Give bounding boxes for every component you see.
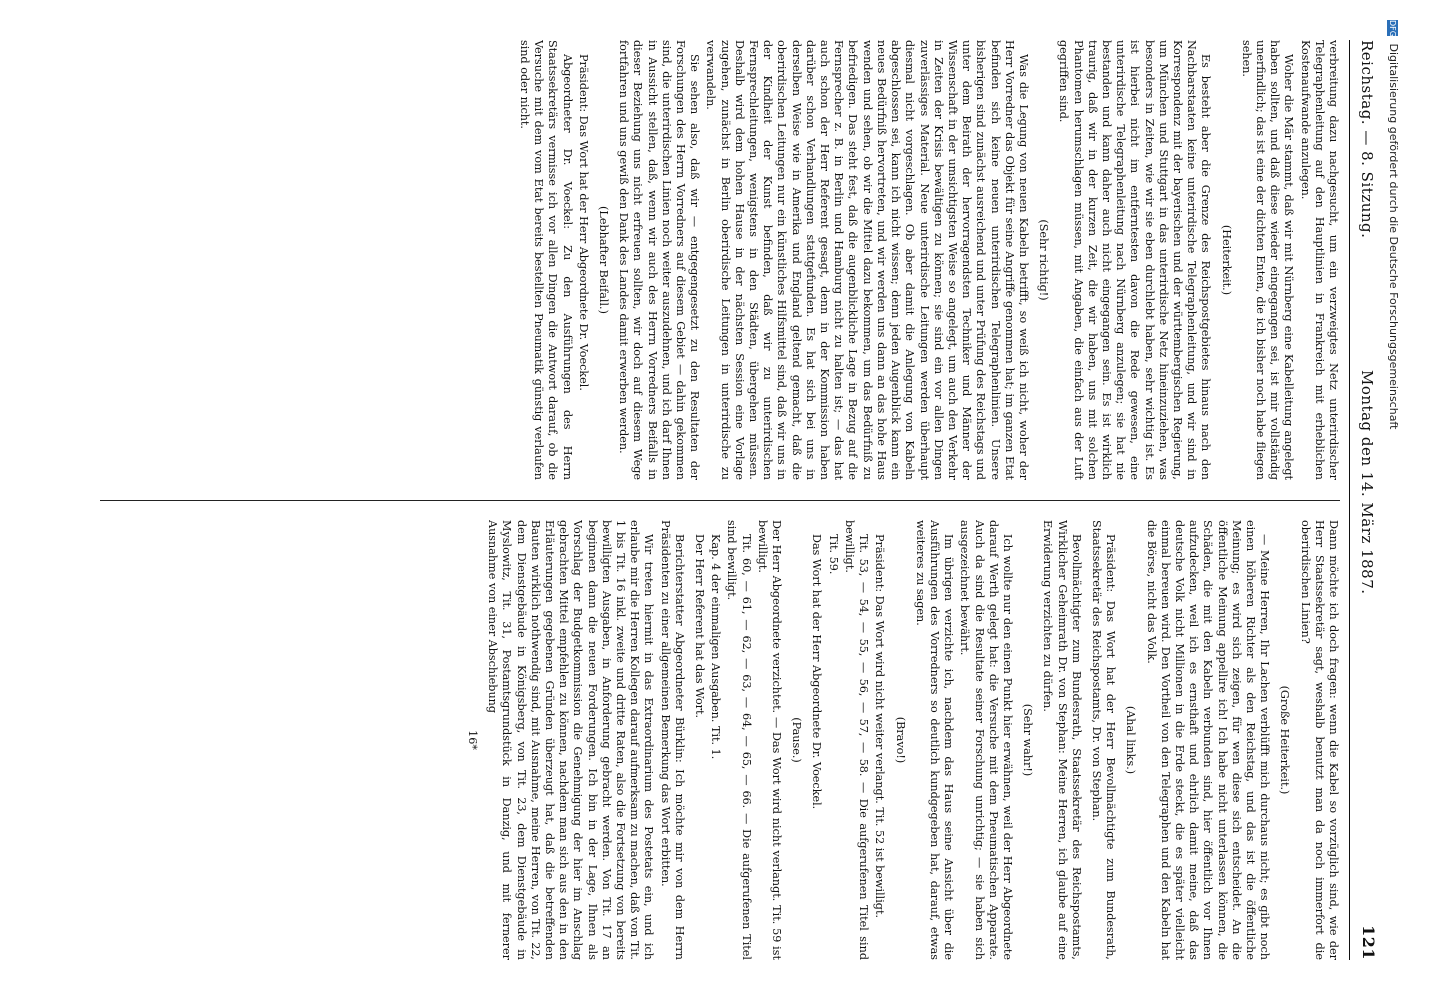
paragraph: Abgeordneter Dr. Voeckel: Zu den Ausführungen des Herrn Staatssekretärs vermisse ich vor allen Dingen die Antwort darauf, ob die Versuche mit dem vom Etat bereits bestellten Pneumatik günstig verlaufen sind oder nicht.	[518, 40, 574, 480]
column-divider	[100, 500, 1340, 501]
paragraph: Im übrigen verzichte ich, nachdem das Haus seine Ansicht über die Ausführungen des Vorredners so deutlich kundgegeben hat, darauf, etwas weiteres zu sagen.	[913, 520, 956, 960]
paragraph: Es besteht aber die Grenze des Reichspostgebietes hinaus nach den Nachbarstaaten keine unterirdische Telegraphenleitung, und wir sind in Korrespondenz mit der bayerischen und der württembergischen Regierung, um München und Stuttgart in das unterirdische Netz hineinzuziehen, was besonders in Zeiten, wie wir sie eben durchlebt haben, sehr wichtig ist. Es ist hierbei nicht im entferntesten davon die Rede gewesen, eine unterirdische Telegraphenleitung nach Nürnberg anzulegen; sie hat nie bestanden und kann daher auch nicht eingegangen sein. Es ist wirklich traurig, daß wir in der kurzen Zeit, die wir haben, uns mit solchen Phantomen herumschlagen müssen, mit Angaben, die einfach aus der Luft gegriffen sind.	[1057, 40, 1213, 480]
paragraph: (Bravo!)	[893, 716, 907, 764]
paragraph: 16*	[466, 730, 480, 750]
paragraph: Was die Legung von neuen Kabeln betrifft, so weiß ich nicht, woher der Herr Vorredner das Objekt für seine Angriffe genommen hat; im ganzen Etat befinden sich keine neuen unterirdischen Telegraphenlinien. Unsere bisherigen sind zunächst ausreichend und unter Prüfung des Reichstags und unter dem Beirath der hervorragendsten Techniker und Männer der Wissenschaft in der umsichtigsten Weise so angelegt, um auch den Verkehr in Zeiten der Krisis bewältigen zu können; sie sind ein vor allen Dingen zuverlässiges Material. Neue unterirdische Leitungen werden überhaupt diesmal nicht vorgeschlagen. Ob aber damit die Anlegung von Kabeln abgeschlossen sei, kann ich nicht wissen; denn jeden Augenblick kann ein neues Bedürfniß hervortreten, und wir werden uns dann an das hohe Haus wenden und sehen, ob wir die Mittel dazu bekommen, um das Bedürfniß zu befriedigen. Das steht fest, daß die augenblickliche Lage in Bezug auf die Fernsprecher z. B. in Berlin und Hamburg nicht zu halten ist; — das hat auch schon der Herr Referent gesagt, denn in der Kommission haben darüber schon Verhandlungen stattgefunden. Es hat sich bei uns in derselben Weise wie in Amerika und England geltend gemacht, daß die oberirdischen Leitungen nur ein künstliches Hilfsmittel sind, daß wir uns in der Kindheit der Kunst befinden, daß wir zu unterirdischen Fernsprechleitungen, wenigstens in den Städten, übergehen müssen. Deshalb wird dem hohen Hause in der nächsten Session eine Vorlage zugehen, zunächst in Berlin oberirdische Leitungen in unterirdische zu verwandeln.	[704, 40, 1030, 480]
paragraph: Präsident: Das Wort hat der Herr Abgeordnete Dr. Voeckel.	[576, 54, 590, 391]
right-text-column	[80, 520, 1340, 960]
running-head-date: Montag den 14. März 1887.	[1358, 370, 1376, 595]
paragraph: (Pause.)	[790, 717, 804, 763]
paragraph: (Große Heiterkeit.)	[1278, 685, 1292, 795]
paragraph: Wir treten hiermit in das Extraordinarium des Postetats ein, und ich erlaube mir die Herren Kollegen darauf aufmerksam zu machen, daß von Tit. 1 bis Tit. 16 inkl. zweite und dritte Raten, also die Fortsetzung von bereits bewilligten Ausgaben, in Anforderung gebracht werden. Von Tit. 17 an beginnen dann die neuen Forderungen. Ich bin in der Lage, Ihnen als Vorschlag der Budgetkommission die Genehmigung der hier im Anschlag gebrachten Mittel empfehlen zu können, nachdem man sich aus den in den Erläuterungen gegebenen Gründen überzeugt hat, daß die betreffenden Bauten wirklich nothwendig sind, mit Ausnahme, meine Herren, von Tit. 22, dem Dienstgebäude in Königsberg, von Tit. 23, dem Dienstgebäude in Myslowitz, Tit. 31, Postamtsgrundstück in Danzig, und mit fernerer Ausnahme von einer Abschiebung	[486, 520, 656, 960]
paragraph: Dann möchte ich doch fragen: wenn die Kabel so vorzüglich sind, wie der Herr Staatssekretär sagt, weshalb benutzt man da noch immerfort die oberirdischen Linien?	[1298, 520, 1340, 960]
paragraph: Berichterstatter Abgeordneter Bürklin: Ich möchte mir von dem Herrn Präsidenten zu einer allgemeinen Bemerkung das Wort erbitten.	[658, 520, 686, 960]
paragraph: Tit. 59.	[826, 534, 840, 575]
left-text-column	[80, 40, 1340, 480]
paragraph: Der Herr Referent hat das Wort.	[693, 534, 707, 719]
paragraph: verbreitung dazu nachgesucht, um ein verzweigtes Netz unterirdischer Telegraphenleitung auf den Hauptlinien in Frankreich mit erheblichen Kostenaufwande anzulegen.	[1298, 40, 1340, 480]
paragraph: (Sehr richtig!)	[1037, 219, 1051, 301]
paragraph: Tit. 60, — 61, — 62, — 63, — 64, — 65, — 66. — Die aufgerufenen Titel sind bewilligt.	[725, 520, 753, 960]
dfg-footer-text: Digitalisierung gefördert durch die Deutsche Forschungsgemeinschaft	[1387, 43, 1400, 430]
running-head-left: Reichstag. — 8. Sitzung.	[1358, 40, 1376, 239]
paragraph: Sie sehen also, daß wir — entgegengesetzt zu den Resultaten der Forschungen des Herrn Vorredners auf diesem Gebiet — dahin gekommen sind, die unterirdischen Linien noch weiter auszudehnen, und ich darf Ihnen in Aussicht stellen, daß, wenn wir auch des Herrn Vorredners Beifalls in dieser Beziehung uns nicht erfreuen sollten, wir doch auf diesem Wege fortfahren und uns gewiß den Dank des Landes damit erwerben werden.	[617, 40, 702, 480]
paragraph: (Heiterkeit.)	[1219, 224, 1233, 296]
dfg-footer-note	[1372, 20, 1400, 620]
paragraph: Bevollmächtigter zum Bundesrath, Staatssekretär des Reichspostamts, Wirklicher Geheimrath Dr. von Stephan: Meine Herren, ich glaube auf eine Erwiderung verzichten zu dürfen.	[1041, 520, 1083, 960]
paragraph: Woher die Mär stammt, daß wir mit Nürnberg eine Kabelleitung angelegt haben sollten, und daß diese wieder eingegangen sei, ist mir vollständig unerfindlich; das ist eine der dichten Enten, die ich bisher noch habe fliegen sehen.	[1239, 40, 1296, 480]
dfg-logo: DFG	[1388, 20, 1398, 37]
paragraph: (Lebhafter Beifall.)	[597, 206, 611, 314]
paragraph: Ich wollte nur den einen Punkt hier erwähnen, weil der Herr Abgeordnete darauf Werth gelegt hat: die Versuche mit dem Pneumatischen Apparate. Auch da sind die Resultate seiner Forschung unrichtig; — sie haben sich ausgezeichnet bewährt.	[958, 520, 1014, 960]
paragraph: Der Herr Abgeordnete verzichtet. — Das Wort wird nicht verlangt. Tit. 59 ist bewilligt.	[755, 520, 784, 960]
page-number: 121	[1359, 925, 1378, 960]
paragraph: (Ahal links.)	[1124, 705, 1138, 775]
paragraph: (Sehr wahr!)	[1021, 703, 1035, 777]
rotated-page-content	[60, 40, 1380, 960]
header-rule	[1349, 40, 1350, 960]
paragraph: Das Wort hat der Herr Abgeordnete Dr. Voeckel.	[810, 534, 824, 810]
paragraph: Kap. 4 der einmaligen Ausgaben. Tit. 1.	[709, 534, 723, 760]
paragraph: Präsident: Das Wort hat der Herr Bevollmächtigte zum Bundesrath, Staatssekretär des Reichspostamts, Dr. von Stephan.	[1089, 520, 1118, 960]
paragraph: Tit. 53, — 54, — 55, — 56, — 57, — 58. — Die aufgerufenen Titel sind bewilligt.	[842, 520, 871, 960]
paragraph: — Meine Herren, Ihr Lachen verblüfft mich durchaus nicht; es gibt noch einen höheren Richter als den Reichstag, und das ist die öffentliche Meinung; es wird sich zeigen, für wen diese sich entscheidet. An die öffentliche Meinung appellire ich! Ich habe nicht unterlassen können, die Schäden, die mit den Kabeln verbunden sind, hier öffentlich vor Ihnen aufzudecken, weil ich es ernsthaft und ehrlich damit meine, daß das deutsche Volk nicht Millionen in die Erde steckt, die es später vielleicht einmal bereuen wird. Den Vortheil von den Telegraphen und den Kabeln hat die Börse, nicht das Volk.	[1144, 520, 1272, 960]
paragraph: Präsident: Das Wort wird nicht weiter verlangt. Tit. 52 ist bewilligt.	[873, 534, 887, 919]
